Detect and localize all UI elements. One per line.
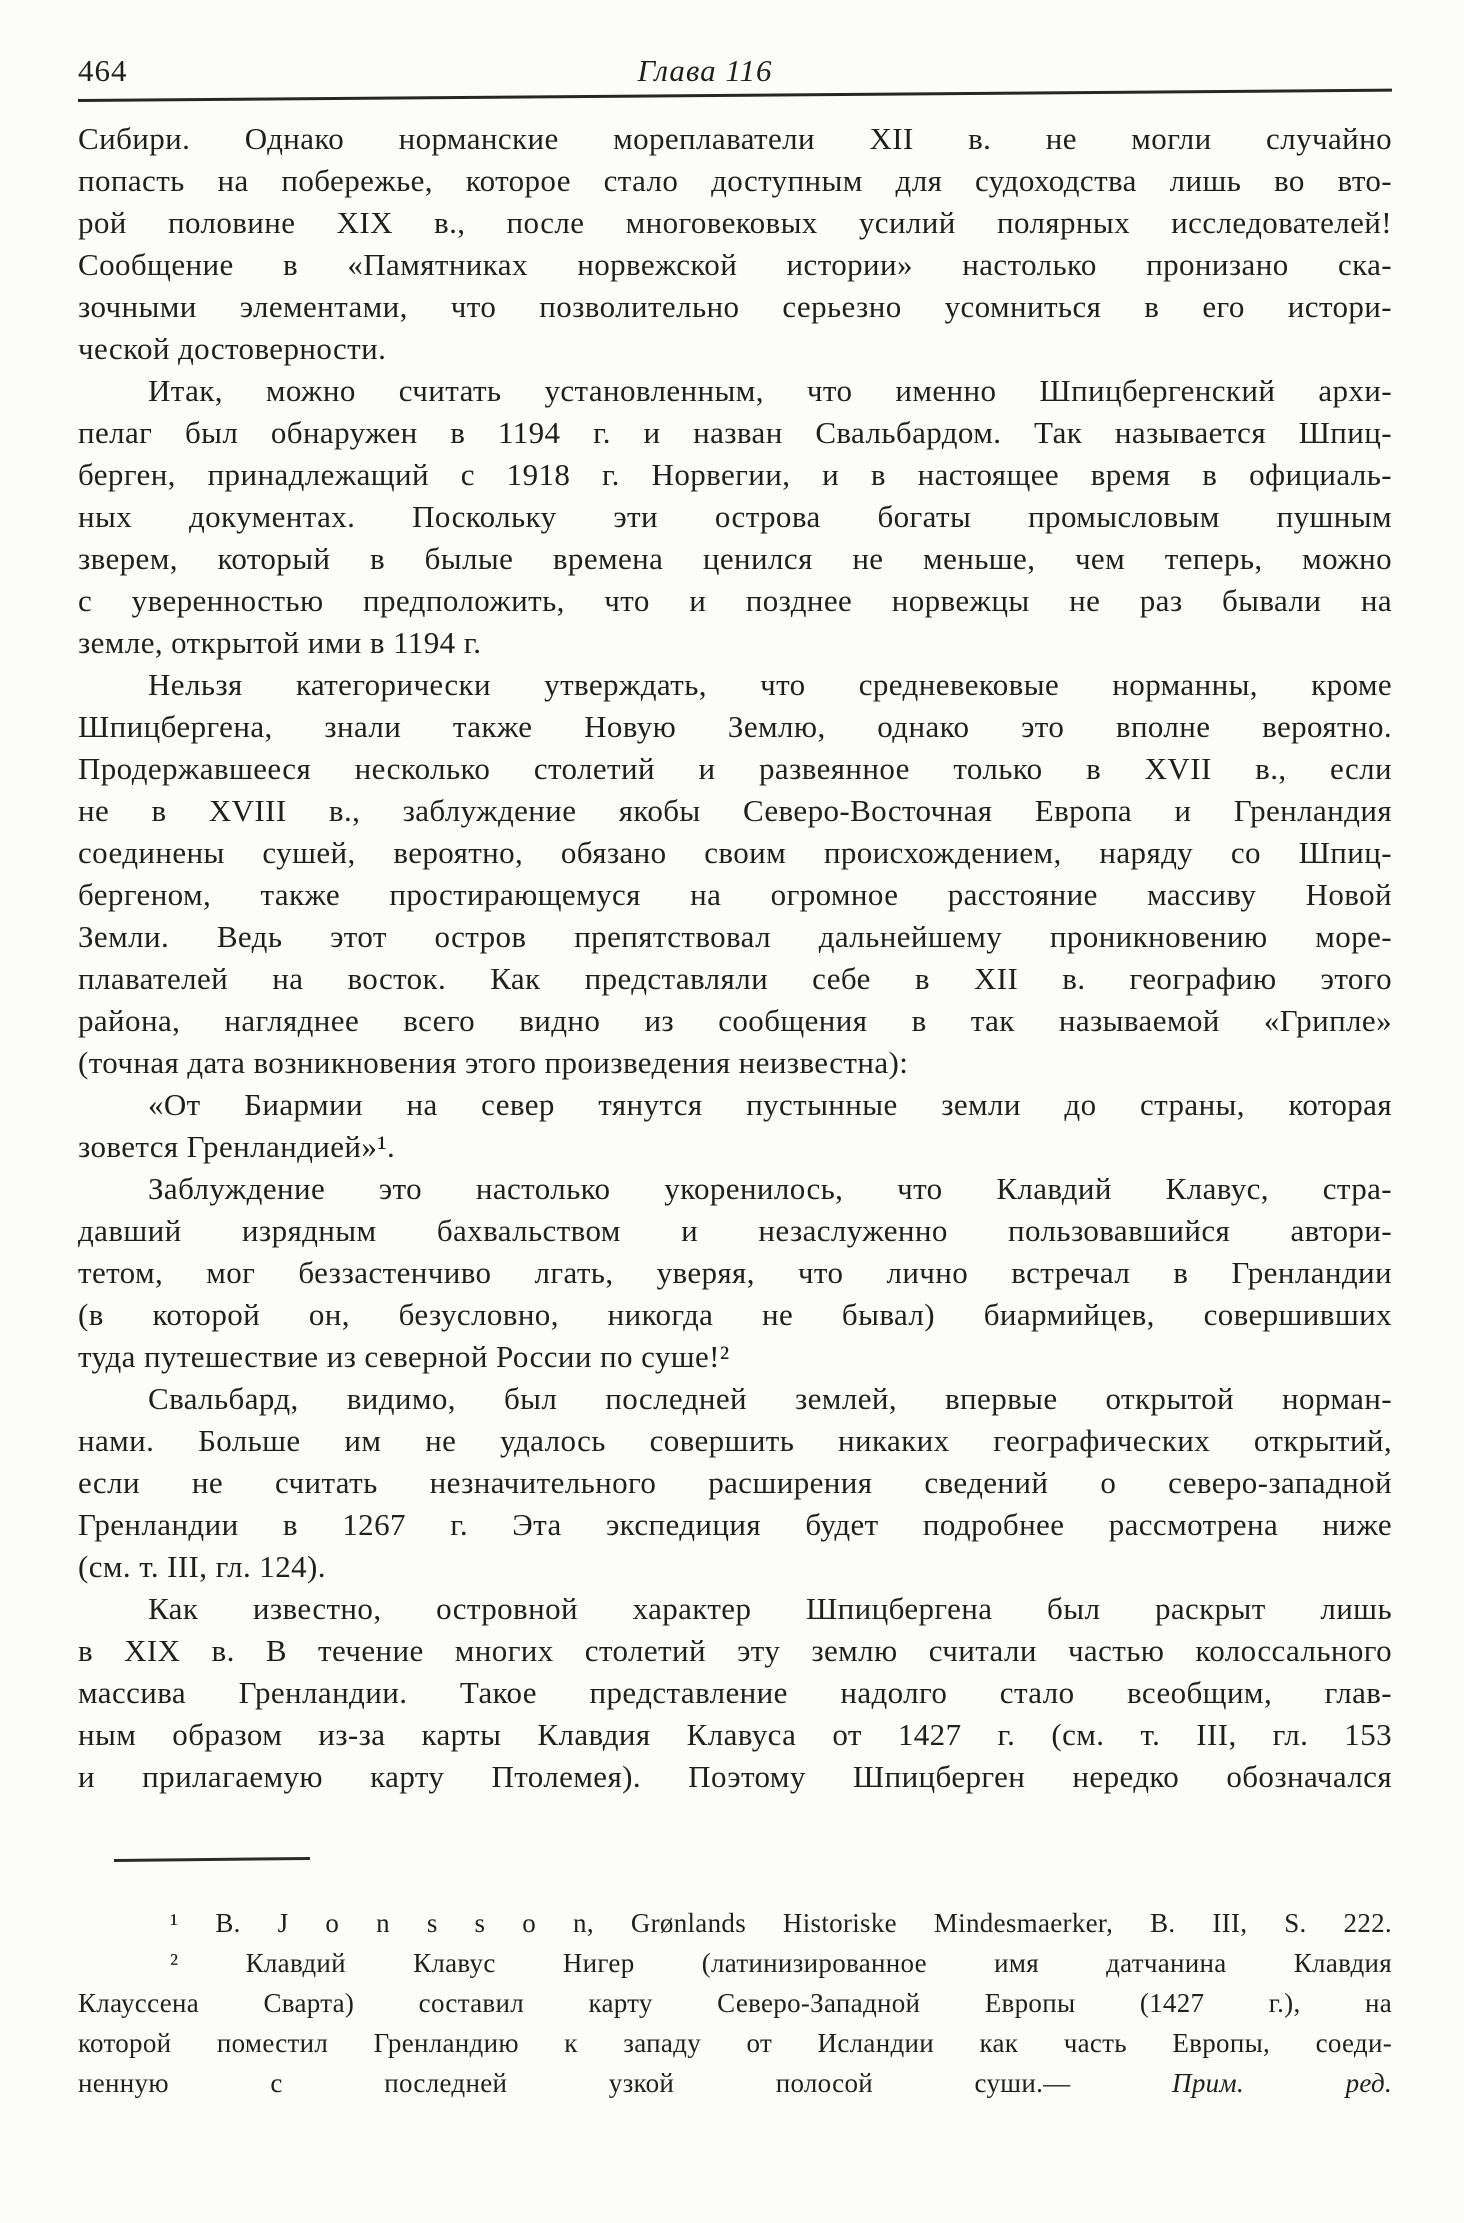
text-line: если не считать незначительного расширения сведений о северо-западной	[78, 1465, 1392, 1500]
text-line: нами. Больше им не удалось совершить никаких географических открытий,	[78, 1423, 1392, 1458]
paragraph	[78, 1378, 1392, 1588]
text-line: Нельзя категорически утверждать, что средневековые норманны, кроме	[148, 667, 1392, 702]
page-number: 464	[78, 53, 128, 88]
text-line: (см. т. III, гл. 124).	[78, 1549, 326, 1584]
text-line: Сообщение в «Памятниках норвежской истории» настолько пронизано ска-	[78, 247, 1392, 282]
paragraph	[78, 118, 1392, 370]
text-line: зверем, который в былые времена ценился не меньше, чем теперь, можно	[78, 541, 1392, 576]
text-line: бергеном, также простирающемуся на огромное расстояние массиву Новой	[78, 877, 1392, 912]
text-line: попасть на побережье, которое стало доступным для судоходства лишь во вто-	[78, 163, 1392, 198]
text-line: Заблуждение это настолько укоренилось, что Клавдий Клавус, стра-	[148, 1171, 1392, 1206]
text-line: не в XVIII в., заблуждение якобы Северо-Восточная Европа и Гренландия	[78, 793, 1392, 828]
running-head	[78, 52, 1392, 90]
text-line: земле, открытой ими в 1194 г.	[78, 625, 482, 660]
text-line: зочными элементами, что позволительно серьезно усомниться в его истори-	[78, 289, 1392, 324]
text-line: Гренландии в 1267 г. Эта экспедиция будет подробнее рассмотрена ниже	[78, 1507, 1392, 1542]
paragraph	[78, 1943, 1392, 2103]
text-line: которой поместил Гренландию к западу от Исландии как часть Европы, соеди-	[78, 2028, 1392, 2058]
chapter-title: Глава 116	[637, 53, 773, 88]
paragraph	[78, 1588, 1392, 1798]
text-line: Продержавшееся несколько столетий и развеянное только в XVII в., если	[78, 751, 1392, 786]
text-line: ных документах. Поскольку эти острова богаты промысловым пушным	[78, 499, 1392, 534]
text-line: пелаг был обнаружен в 1194 г. и назван Свальбардом. Так называется Шпиц-	[78, 415, 1392, 450]
text-line: Сибири. Однако норманские мореплаватели XII в. не могли случайно	[78, 121, 1392, 156]
paragraph	[78, 1084, 1392, 1168]
text-line: зовется Гренландией»¹.	[78, 1129, 396, 1164]
editor-note: Прим. ред.	[1172, 2068, 1392, 2098]
text-line: «От Биармии на север тянутся пустынные земли до страны, которая	[148, 1087, 1392, 1122]
text-line: туда путешествие из северной России по суше!²	[78, 1339, 730, 1374]
text-line: Шпицбергена, знали также Новую Землю, однако это вполне вероятно.	[78, 709, 1392, 744]
text-line: района, нагляднее всего видно из сообщения в так называемой «Грипле»	[78, 1003, 1392, 1038]
text-line: Итак, можно считать установленным, что именно Шпицбергенский архи-	[148, 373, 1392, 408]
header-rule	[78, 89, 1392, 102]
footnotes	[78, 1903, 1392, 2103]
text-line: ческой достоверности.	[78, 331, 387, 366]
text-line: давший изрядным бахвальством и незаслуженно пользовавшийся автори-	[78, 1213, 1392, 1248]
text-line: (точная дата возникновения этого произведения неизвестна):	[78, 1045, 909, 1080]
text-line: ² Клавдий Клавус Нигер (латинизированное имя датчанина Клавдия	[170, 1948, 1392, 1978]
text-line: с уверенностью предположить, что и позднее норвежцы не раз бывали на	[78, 583, 1392, 618]
text-line: соединены сушей, вероятно, обязано своим происхождением, наряду со Шпиц-	[78, 835, 1392, 870]
text-line: Свальбард, видимо, был последней землей, впервые открытой норман-	[148, 1381, 1392, 1416]
text-line: тетом, мог беззастенчиво лгать, уверяя, что лично встречал в Гренландии	[78, 1255, 1392, 1290]
paragraph	[78, 1168, 1392, 1378]
paragraph	[78, 664, 1392, 1084]
text-line: (в которой он, безусловно, никогда не бывал) биармийцев, совершивших	[78, 1297, 1392, 1332]
paragraph	[78, 1903, 1392, 1943]
text-line: Клауссена Сварта) составил карту Северо-Западной Европы (1427 г.), на	[78, 1988, 1392, 2018]
text-line: Земли. Ведь этот остров препятствовал дальнейшему проникновению море-	[78, 919, 1392, 954]
text-line: ненную с последней узкой полосой суши.— Прим. ред.	[78, 2068, 1392, 2098]
footnote-rule	[114, 1857, 310, 1862]
text-line: массива Гренландии. Такое представление надолго стало всеобщим, глав-	[78, 1675, 1392, 1710]
text-line: ным образом из-за карты Клавдия Клавуса от 1427 г. (см. т. III, гл. 153	[78, 1717, 1392, 1752]
body-text	[78, 118, 1392, 1798]
text-line: и прилагаемую карту Птолемея). Поэтому Шпицберген нередко обозначался	[78, 1759, 1392, 1794]
text-line: ¹ B. J o n s s o n, Grønlands Historiske Mindesmaerker, B. III, S. 222.	[170, 1908, 1392, 1938]
text-line: Как известно, островной характер Шпицбергена был раскрыт лишь	[148, 1591, 1392, 1626]
paragraph	[78, 370, 1392, 664]
text-line: в XIX в. В течение многих столетий эту землю считали частью колоссального	[78, 1633, 1392, 1668]
text-line: рой половине XIX в., после многовековых усилий полярных исследователей!	[78, 205, 1392, 240]
text-line: берген, принадлежащий с 1918 г. Норвегии, и в настоящее время в официаль-	[78, 457, 1392, 492]
text-line: плавателей на восток. Как представляли себе в XII в. географию этого	[78, 961, 1392, 996]
